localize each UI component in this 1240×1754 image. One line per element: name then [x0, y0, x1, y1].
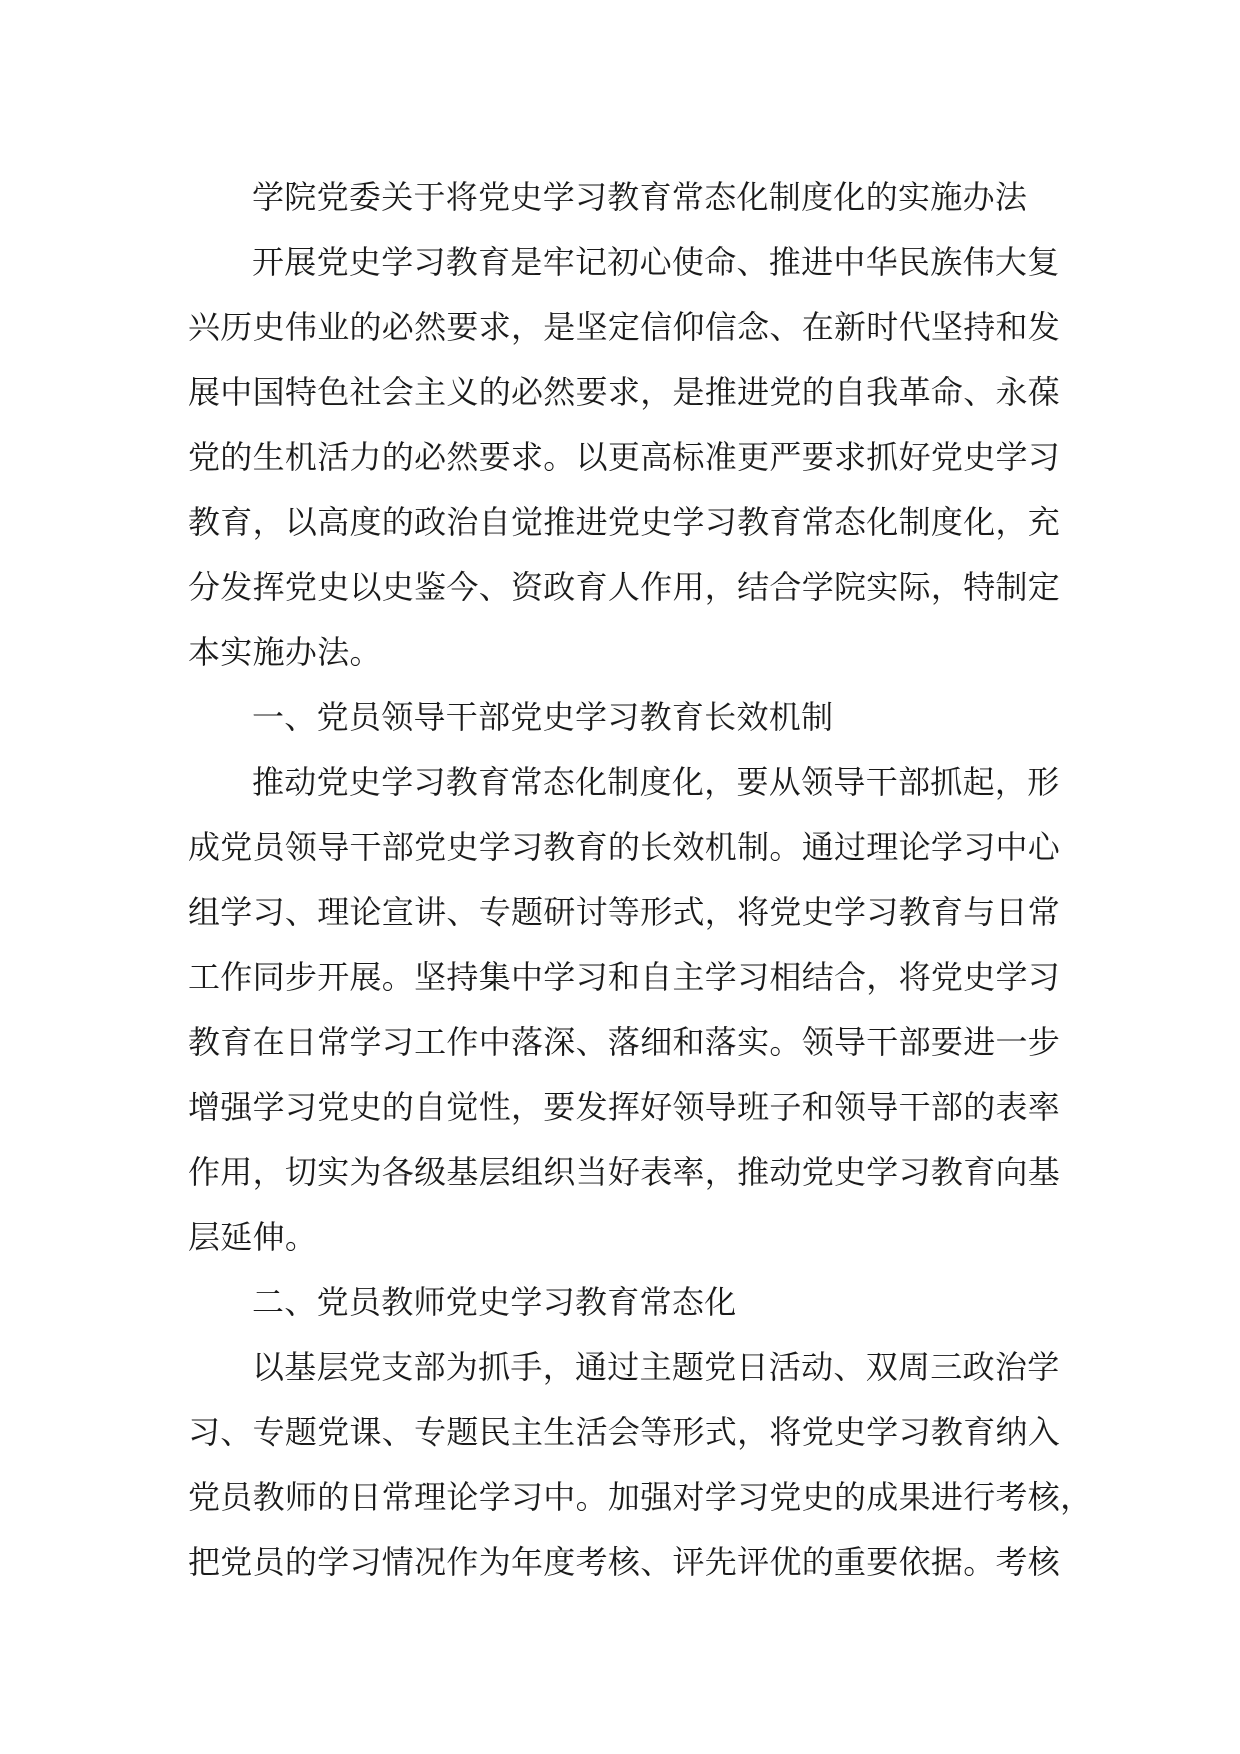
- paragraph-line: 成党员领导干部党史学习教育的长效机制。通过理论学习中心: [188, 828, 1061, 866]
- paragraph-line: 推动党史学习教育常态化制度化，要从领导干部抓起，形: [252, 763, 1060, 801]
- paragraph-line: 本实施办法。: [188, 633, 382, 671]
- paragraph-line: 把党员的学习情况作为年度考核、评先评优的重要依据。考核: [188, 1543, 1061, 1581]
- paragraph-line: 层延伸。: [188, 1218, 318, 1256]
- paragraph-line: 作用，切实为各级基层组织当好表率，推动党史学习教育向基: [188, 1153, 1061, 1191]
- paragraph-section-1: [188, 750, 1068, 1270]
- paragraph-line: 兴历史伟业的必然要求，是坚定信仰信念、在新时代坚持和发: [188, 308, 1061, 346]
- paragraph-section-2: [188, 1335, 1093, 1595]
- paragraph-line: 习、专题党课、专题民主生活会等形式，将党史学习教育纳入: [188, 1413, 1061, 1451]
- paragraph-line: 展中国特色社会主义的必然要求，是推进党的自我革命、永葆: [188, 373, 1061, 411]
- paragraph-line: 开展党史学习教育是牢记初心使命、推进中华民族伟大复: [252, 243, 1060, 281]
- paragraph-line: 增强学习党史的自觉性，要发挥好领导班子和领导干部的表率: [188, 1088, 1061, 1126]
- paragraph-line: 以基层党支部为抓手，通过主题党日活动、双周三政治学: [252, 1348, 1060, 1386]
- paragraph-line: 工作同步开展。坚持集中学习和自主学习相结合，将党史学习: [188, 958, 1061, 996]
- paragraph-line: 教育，以高度的政治自觉推进党史学习教育常态化制度化，充: [188, 503, 1061, 541]
- document-title: 学院党委关于将党史学习教育常态化制度化的实施办法: [252, 178, 1028, 216]
- document-body: [188, 165, 1093, 1595]
- section-heading-2: 二、党员教师党史学习教育常态化: [252, 1283, 737, 1321]
- paragraph-line: 分发挥党史以史鉴今、资政育人作用，结合学院实际，特制定: [188, 568, 1061, 606]
- paragraph-line: 党的生机活力的必然要求。以更高标准更严要求抓好党史学习: [188, 438, 1061, 476]
- paragraph-line: 组学习、理论宣讲、专题研讨等形式，将党史学习教育与日常: [188, 893, 1061, 931]
- paragraph-intro: [188, 230, 1068, 685]
- section-heading-1: 一、党员领导干部党史学习教育长效机制: [252, 698, 834, 736]
- paragraph-line: 党员教师的日常理论学习中。加强对学习党史的成果进行考核，: [188, 1478, 1093, 1516]
- paragraph-line: 教育在日常学习工作中落深、落细和落实。领导干部要进一步: [188, 1023, 1061, 1061]
